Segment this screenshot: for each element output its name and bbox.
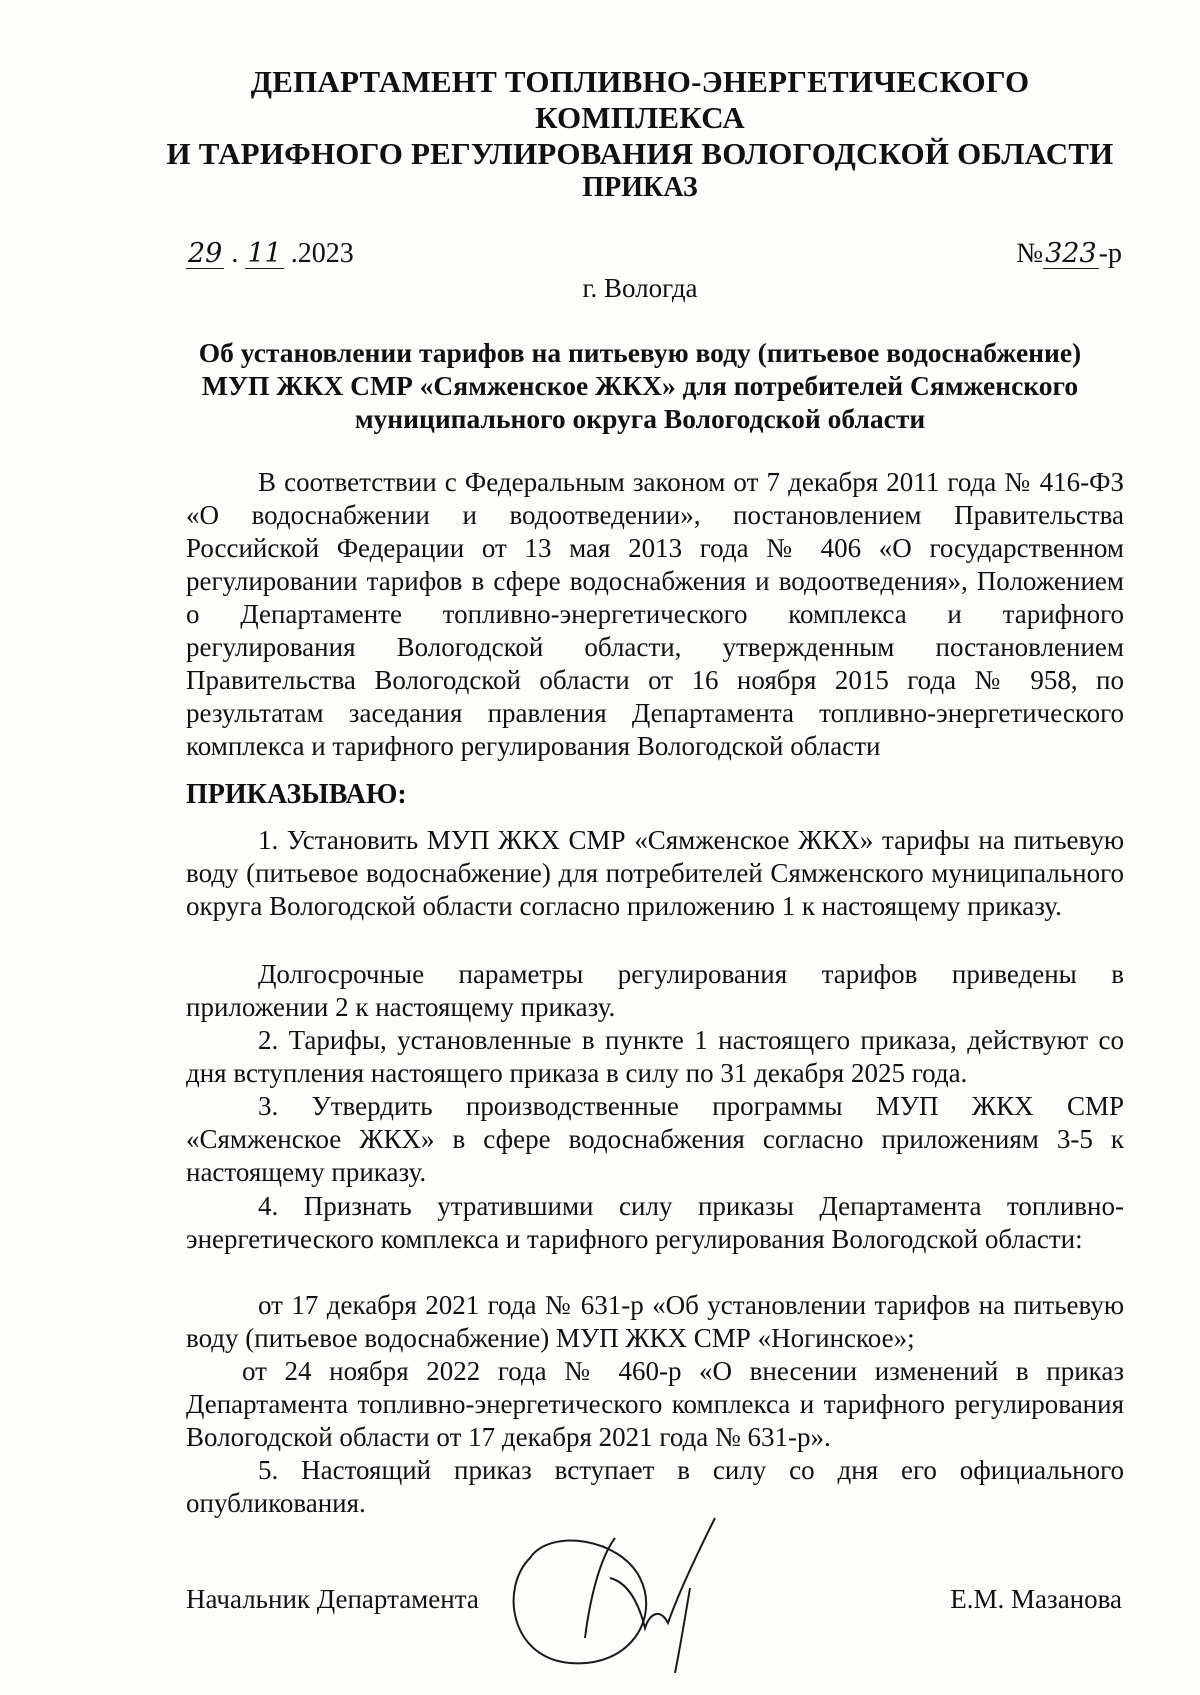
department-title bbox=[150, 64, 1130, 172]
order-date-year: .2023 bbox=[290, 238, 354, 269]
handwritten-signature bbox=[490, 1498, 730, 1678]
item-4-sub-b-paragraph: от 24 ноября 2022 года № 460-р «О внесении изменений в приказ Департамента топливно-энергетического комплекса и тарифного регулирования Вологодской области от 17 декабря 2021 года № 631-р». bbox=[186, 1356, 1124, 1452]
order-date: 29 . 11 .2023 bbox=[188, 238, 354, 269]
order-subject-line3: муниципального округа Вологодской области bbox=[354, 403, 926, 434]
department-title-line1: ДЕПАРТАМЕНТ ТОПЛИВНО-ЭНЕРГЕТИЧЕСКОГО КОМПЛЕКСА bbox=[250, 64, 1030, 135]
item-1-paragraph: 1. Установить МУП ЖКХ СМР «Сямженское ЖКХ» тарифы на питьевую воду (питьевое водоснабжение) для потребителей Сямженского муниципального округа Вологодской области согласно приложению 1 к настоящему приказу. bbox=[186, 825, 1124, 921]
order-number-value: 323 bbox=[1045, 238, 1097, 269]
item-5-paragraph: 5. Настоящий приказ вступает в силу со дня его официального опубликования. bbox=[186, 1455, 1124, 1518]
order-subject-line2: МУП ЖКХ СМР «Сямженское ЖКХ» для потребителей Сямженского bbox=[201, 370, 1079, 401]
order-number-suffix: -р bbox=[1098, 238, 1122, 269]
preamble-paragraph: В соответствии с Федеральным законом от 7 декабря 2011 года № 416-ФЗ «О водоснабжении и водоотведении», постановлением Правительства Российской Федерации от 13 мая 2013 года № 406 «О государственном регулировании тарифов в сфере водоснабжения и водоотведения», Положением о Департаменте топливно-энергетического комплекса и тарифного регулирования Вологодской области, утвержденным постановлением Правительства Вологодской области от 16 ноября 2015 года № 958, по результатам заседания правления Департамента топливно-энергетического комплекса и тарифного регулирования Вологодской области bbox=[186, 467, 1124, 761]
signer-position: Начальник Департамента bbox=[186, 1584, 479, 1614]
item-2-paragraph: 2. Тарифы, установленные в пункте 1 настоящего приказа, действуют со дня вступления настоящего приказа в силу по 31 декабря 2025 года. bbox=[186, 1025, 1124, 1088]
document-type-title: ПРИКАЗ bbox=[582, 172, 698, 203]
order-subject bbox=[160, 336, 1120, 435]
order-subject-line1: Об установлении тарифов на питьевую воду (питьевое водоснабжение) bbox=[198, 337, 1082, 368]
item-4-sub-a-paragraph: от 17 декабря 2021 года № 631-р «Об установлении тарифов на питьевую воду (питьевое водоснабжение) МУП ЖКХ СМР «Ногинское»; bbox=[186, 1290, 1124, 1353]
department-title-line2: И ТАРИФНОГО РЕГУЛИРОВАНИЯ ВОЛОГОДСКОЙ ОБЛАСТИ bbox=[166, 136, 1114, 171]
item-4-paragraph: 4. Признать утратившими силу приказы Департамента топливно-энергетического комплекса и тарифного регулирования Вологодской области: bbox=[186, 1191, 1124, 1254]
ordering-word: ПРИКАЗЫВАЮ: bbox=[186, 779, 407, 810]
item-1-note-paragraph: Долгосрочные параметры регулирования тарифов приведены в приложении 2 к настоящему приказу. bbox=[186, 959, 1124, 1022]
item-3-paragraph: 3. Утвердить производственные программы МУП ЖКХ СМР «Сямженское ЖКХ» в сфере водоснабжения согласно приложениям 3-5 к настоящему приказу. bbox=[186, 1091, 1124, 1187]
order-date-month: 11 bbox=[247, 238, 282, 269]
order-number bbox=[1016, 238, 1122, 270]
signer-name: Е.М. Мазанова bbox=[950, 1584, 1122, 1614]
city-label: г. Вологда bbox=[582, 273, 698, 303]
order-date-day: 29 bbox=[188, 238, 223, 269]
order-number-prefix: № bbox=[1016, 238, 1044, 269]
